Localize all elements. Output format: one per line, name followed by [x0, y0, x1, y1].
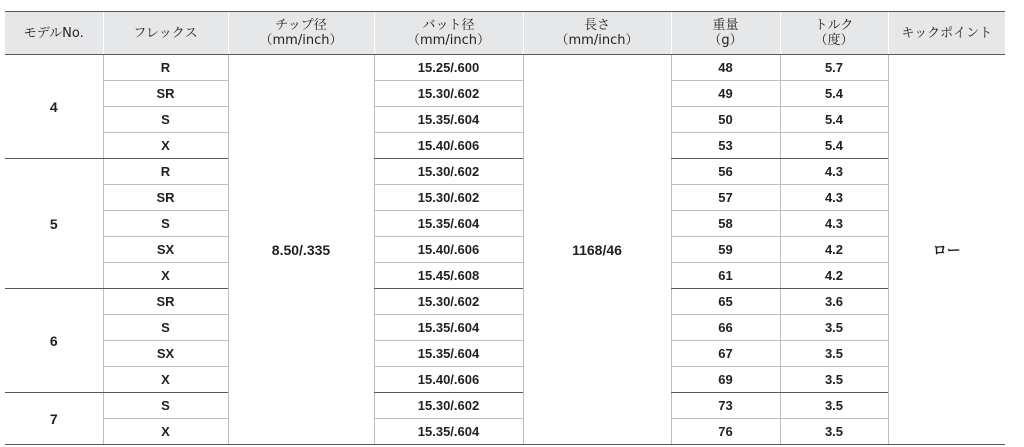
- torque-cell: 4.3: [780, 159, 888, 185]
- table-row: [5, 263, 1005, 289]
- torque-cell: 5.4: [780, 81, 888, 107]
- model-cell: 5: [5, 159, 103, 289]
- model-cell: 4: [5, 55, 103, 159]
- model-cell: 7: [5, 393, 103, 445]
- torque-cell: 3.5: [780, 393, 888, 419]
- table-row: [5, 237, 1005, 263]
- table-row: [5, 81, 1005, 107]
- table-row: [5, 393, 1005, 419]
- weight-cell: 59: [671, 237, 780, 263]
- torque-cell: 4.3: [780, 211, 888, 237]
- shaft-spec-table: [5, 11, 1005, 445]
- torque-cell: 3.6: [780, 289, 888, 315]
- table-row: [5, 211, 1005, 237]
- table-row: [5, 107, 1005, 133]
- butt-diameter-cell: 15.35/.604: [374, 419, 523, 445]
- weight-cell: 66: [671, 315, 780, 341]
- weight-cell: 76: [671, 419, 780, 445]
- header-tip-diameter: チップ径 （mm/inch）: [228, 12, 374, 55]
- butt-diameter-cell: 15.45/.608: [374, 263, 523, 289]
- butt-diameter-cell: 15.35/.604: [374, 341, 523, 367]
- header-row: [5, 12, 1005, 55]
- flex-cell: S: [103, 393, 228, 419]
- flex-cell: S: [103, 211, 228, 237]
- weight-cell: 58: [671, 211, 780, 237]
- flex-cell: X: [103, 263, 228, 289]
- butt-diameter-cell: 15.40/.606: [374, 237, 523, 263]
- flex-cell: R: [103, 55, 228, 81]
- butt-diameter-cell: 15.40/.606: [374, 367, 523, 393]
- flex-cell: SX: [103, 341, 228, 367]
- torque-cell: 3.5: [780, 367, 888, 393]
- table-row: [5, 315, 1005, 341]
- flex-cell: X: [103, 367, 228, 393]
- flex-cell: SR: [103, 185, 228, 211]
- flex-cell: SR: [103, 81, 228, 107]
- flex-cell: S: [103, 315, 228, 341]
- torque-cell: 3.5: [780, 341, 888, 367]
- length-cell: 1168/46: [523, 55, 671, 445]
- butt-diameter-cell: 15.35/.604: [374, 211, 523, 237]
- weight-cell: 69: [671, 367, 780, 393]
- torque-cell: 4.2: [780, 263, 888, 289]
- tip-diameter-cell: 8.50/.335: [228, 55, 374, 445]
- torque-cell: 4.2: [780, 237, 888, 263]
- header-torque: トルク （度）: [780, 12, 888, 55]
- torque-cell: 5.4: [780, 133, 888, 159]
- flex-cell: SR: [103, 289, 228, 315]
- weight-cell: 53: [671, 133, 780, 159]
- table-row: [5, 289, 1005, 315]
- torque-cell: 4.3: [780, 185, 888, 211]
- torque-cell: 3.5: [780, 315, 888, 341]
- weight-cell: 57: [671, 185, 780, 211]
- table-row: [5, 341, 1005, 367]
- header-kick-point: キックポイント: [888, 12, 1005, 55]
- butt-diameter-cell: 15.30/.602: [374, 185, 523, 211]
- weight-cell: 73: [671, 393, 780, 419]
- butt-diameter-cell: 15.30/.602: [374, 159, 523, 185]
- table-row: [5, 419, 1005, 445]
- flex-cell: X: [103, 133, 228, 159]
- butt-diameter-cell: 15.40/.606: [374, 133, 523, 159]
- butt-diameter-cell: 15.35/.604: [374, 315, 523, 341]
- torque-cell: 5.4: [780, 107, 888, 133]
- butt-diameter-cell: 15.30/.602: [374, 289, 523, 315]
- flex-cell: SX: [103, 237, 228, 263]
- weight-cell: 48: [671, 55, 780, 81]
- weight-cell: 65: [671, 289, 780, 315]
- header-model-no: モデルNo.: [5, 12, 103, 55]
- weight-cell: 56: [671, 159, 780, 185]
- butt-diameter-cell: 15.30/.602: [374, 81, 523, 107]
- weight-cell: 67: [671, 341, 780, 367]
- table-row: [5, 367, 1005, 393]
- flex-cell: X: [103, 419, 228, 445]
- model-cell: 6: [5, 289, 103, 393]
- butt-diameter-cell: 15.25/.600: [374, 55, 523, 81]
- weight-cell: 49: [671, 81, 780, 107]
- weight-cell: 50: [671, 107, 780, 133]
- butt-diameter-cell: 15.35/.604: [374, 107, 523, 133]
- flex-cell: R: [103, 159, 228, 185]
- kick-point-cell: ロー: [888, 55, 1005, 445]
- table-row: [5, 159, 1005, 185]
- table-row: [5, 55, 1005, 81]
- header-flex: フレックス: [103, 12, 228, 55]
- table-row: [5, 133, 1005, 159]
- table-row: [5, 185, 1005, 211]
- weight-cell: 61: [671, 263, 780, 289]
- torque-cell: 5.7: [780, 55, 888, 81]
- header-length: 長さ （mm/inch）: [523, 12, 671, 55]
- butt-diameter-cell: 15.30/.602: [374, 393, 523, 419]
- header-weight: 重量 （g）: [671, 12, 780, 55]
- torque-cell: 3.5: [780, 419, 888, 445]
- header-butt-diameter: バット径 （mm/inch）: [374, 12, 523, 55]
- flex-cell: S: [103, 107, 228, 133]
